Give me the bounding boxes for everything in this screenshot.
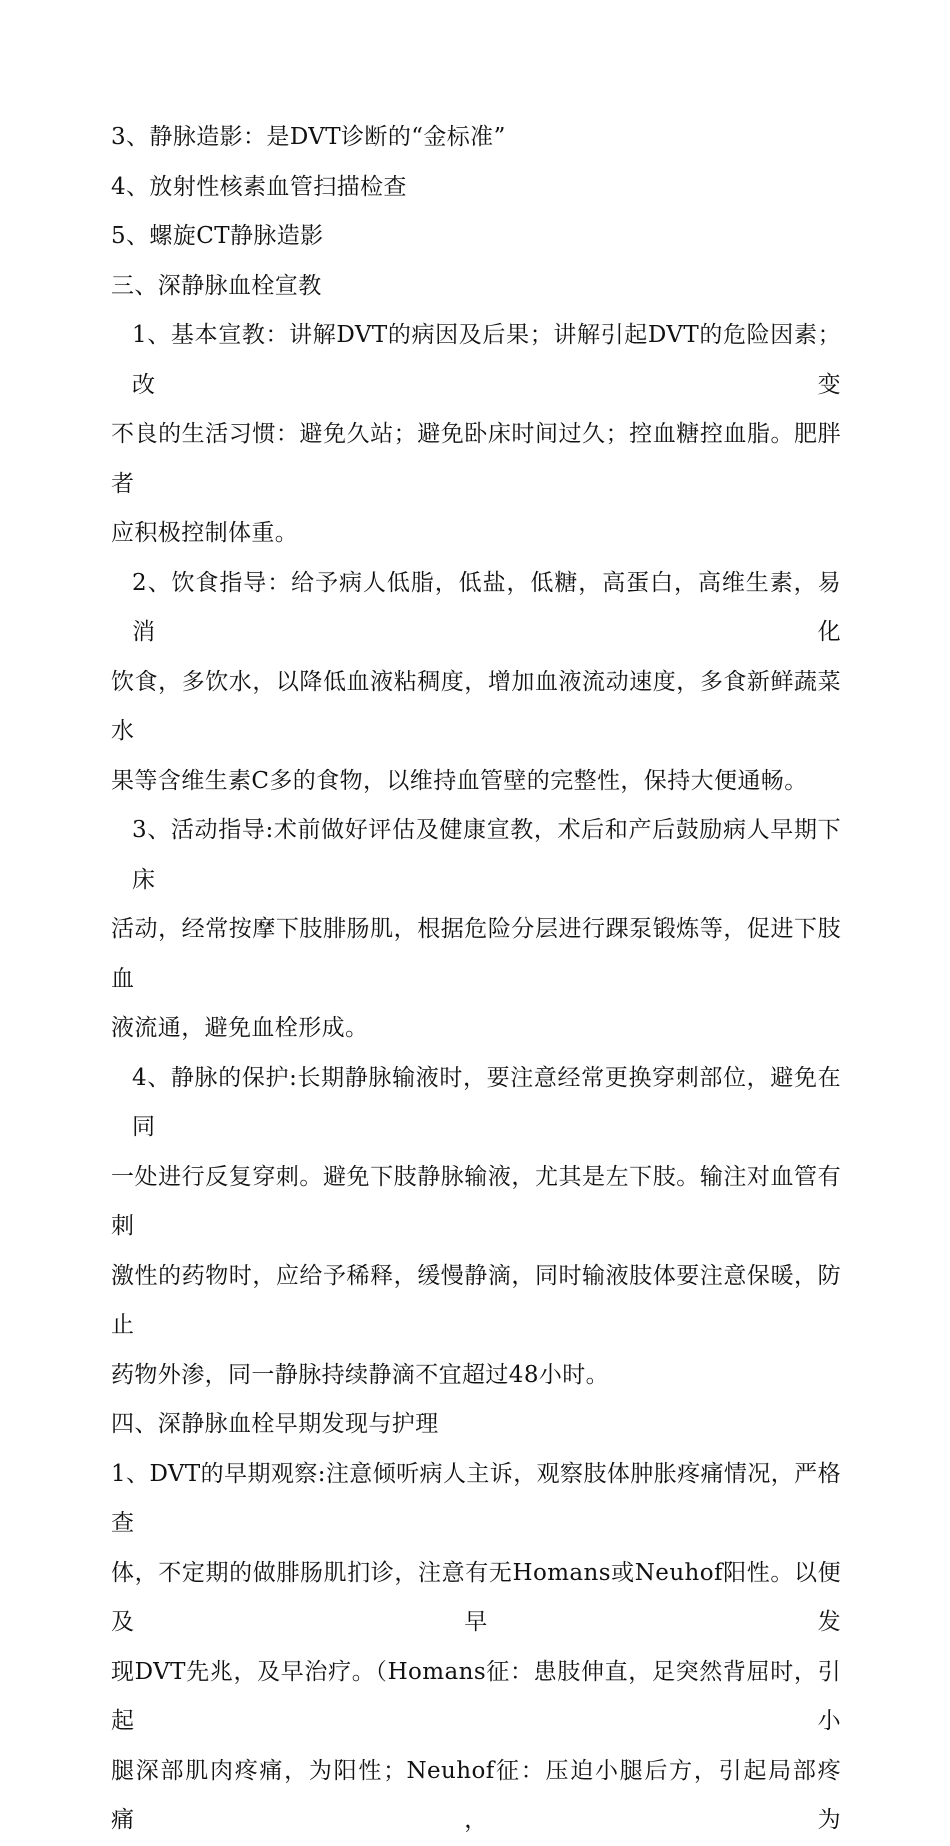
paragraph-vein-protection-line-2: 一处进行反复穿刺。避免下肢静脉输液，尤其是左下肢。输注对血管有刺 [111, 1163, 841, 1239]
list-item-radionuclide-scan: 4、放射性核素血管扫描检查 [111, 173, 407, 200]
paragraph-early-observation-line-3: 现DVT先兆，及早治疗。（Homans征：患肢伸直，足突然背屈时，引起小 [111, 1658, 841, 1734]
paragraph-basic-education-line-2: 不良的生活习惯：避免久站；避免卧床时间过久；控血糖控血脂。肥胖者 [111, 421, 841, 497]
paragraph-vein-protection-line-3: 激性的药物时，应给予稀释，缓慢静滴，同时输液肢体要注意保暖，防止 [111, 1262, 841, 1338]
paragraph-diet-line-2: 饮食，多饮水，以降低血液粘稠度，增加血液流动速度，多食新鲜蔬菜水 [111, 668, 841, 744]
paragraph-activity-line-2: 活动，经常按摩下肢腓肠肌，根据危险分层进行踝泵锻炼等，促进下肢血 [111, 916, 841, 992]
paragraph-early-observation-line-1: 1、DVT的早期观察:注意倾听病人主诉，观察肢体肿胀疼痛情况，严格查 [111, 1460, 841, 1536]
paragraph-early-observation-line-2: 体，不定期的做腓肠肌扪诊，注意有无Homans或Neuhof阳性。以便及早发 [111, 1559, 841, 1635]
paragraph-basic-education-line-1: 1、基本宣教：讲解DVT的病因及后果；讲解引起DVT的危险因素；改变 [132, 322, 841, 398]
paragraph-diet-line-3: 果等含维生素C多的食物，以维持血管壁的完整性，保持大便通畅。 [111, 767, 808, 794]
document-body [111, 113, 841, 1846]
paragraph-vein-protection-line-1: 4、静脉的保护:长期静脉输液时，要注意经常更换穿刺部位，避免在同 [132, 1064, 841, 1140]
list-item-venography: 3、静脉造影：是DVT诊断的“金标准” [111, 124, 506, 150]
paragraph-diet-line-1: 2、饮食指导：给予病人低脂，低盐，低糖，高蛋白，高维生素，易消化 [132, 569, 841, 645]
paragraph-early-observation-line-4: 腿深部肌肉疼痛，为阳性；Neuhof征：压迫小腿后方，引起局部疼痛，为 [111, 1757, 841, 1833]
section-heading-early-detection: 四、深静脉血栓早期发现与护理 [111, 1411, 439, 1437]
paragraph-activity-line-1: 3、活动指导:术前做好评估及健康宣教，术后和产后鼓励病人早期下床 [132, 817, 841, 893]
section-heading-education: 三、深静脉血栓宣教 [111, 272, 322, 299]
paragraph-activity-line-3: 液流通，避免血栓形成。 [111, 1015, 369, 1041]
paragraph-vein-protection-line-4: 药物外渗，同一静脉持续静滴不宜超过48小时。 [111, 1361, 610, 1388]
list-item-spiral-ct: 5、螺旋CT静脉造影 [111, 223, 324, 249]
paragraph-basic-education-line-3: 应积极控制体重。 [111, 520, 299, 546]
